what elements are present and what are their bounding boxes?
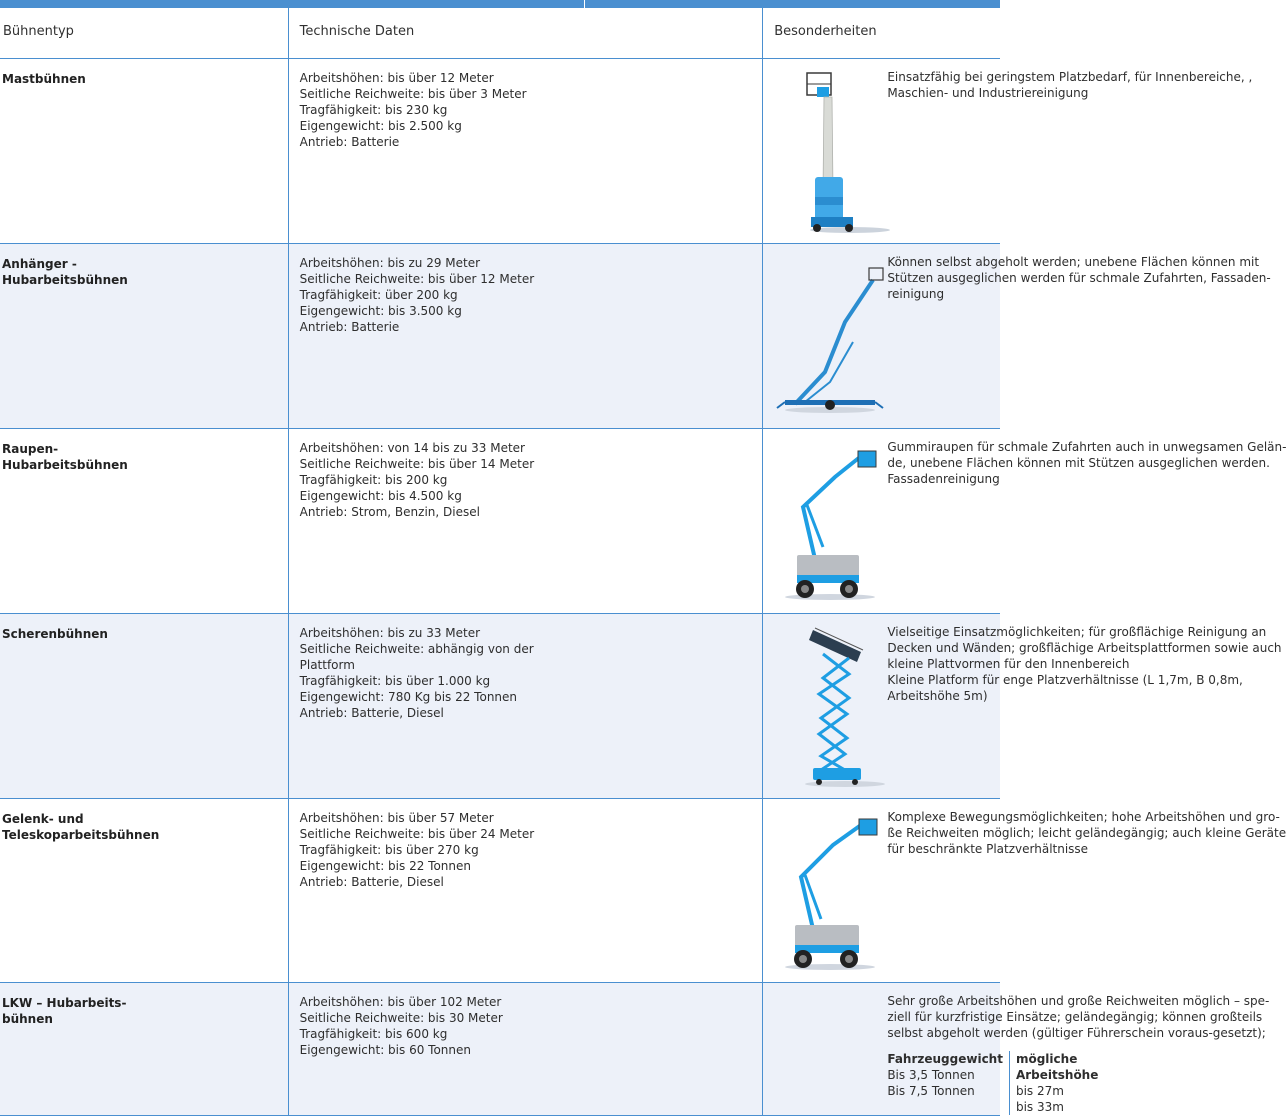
trailer-lift-image [775,252,885,422]
truck-subtable [887,1051,1099,1115]
tech-line: Eigengewicht: bis 4.500 kg [299,488,462,503]
feature-line: Gummiraupen für schmale Zufahrten auch in unwegsamen Gelän- [887,439,1286,454]
subtable-value: Bis 3,5 Tonnen [887,1067,975,1082]
table-row [0,58,1000,243]
image-cell [763,798,882,982]
tech-cell [288,58,763,243]
feature-line: selbst abgeholt werden (gültiger Führerschein voraus-gesetzt); [887,1025,1266,1040]
tech-line: Antrieb: Batterie, Diesel [299,705,444,720]
tech-line: Antrieb: Batterie [299,134,400,149]
type-line: Mastbühnen [2,71,86,86]
tech-line: Plattform [299,657,355,672]
type-line: Gelenk- und [2,811,84,826]
feature-line: Komplexe Bewegungsmöglichkeiten; hohe Arbeitshöhen und gro- [887,809,1280,824]
tech-line: Seitliche Reichweite: bis über 12 Meter [299,271,535,286]
tech-line: Antrieb: Batterie, Diesel [299,874,444,889]
feature-line: Arbeitshöhe 5m) [887,688,988,703]
table-row [0,798,1000,982]
tech-line: Tragfähigkeit: bis über 270 kg [299,842,479,857]
table-header-row [0,8,1000,58]
image-cell [763,243,882,428]
feature-line: reinigung [887,286,945,301]
type-cell [0,58,288,243]
tech-line: Tragfähigkeit: bis 200 kg [299,472,448,487]
feature-line: kleine Plattvormen für den Innenbereich [887,656,1130,671]
tech-line: Arbeitshöhen: bis über 12 Meter [299,70,494,85]
feature-line: Stützen ausgeglichen werden für schmale Zufahrten, Fassaden- [887,270,1271,285]
subtable-value: Bis 7,5 Tonnen [887,1083,975,1098]
header-buehnentyp: Bühnentyp [0,8,288,58]
feature-line: Fassadenreinigung [887,471,1000,486]
tech-line: Eigengewicht: bis 60 Tonnen [299,1042,471,1057]
table-row [0,243,1000,428]
type-line: Hubarbeitsbühnen [2,272,128,287]
tech-line: Arbeitshöhen: von 14 bis zu 33 Meter [299,440,525,455]
feature-line: Decken und Wänden; großflächige Arbeitsplattformen sowie auch [887,640,1282,655]
mast-lift-image [775,67,885,237]
features-cell [881,428,1286,613]
tech-line: Eigengewicht: bis 3.500 kg [299,303,462,318]
type-line: bühnen [2,1011,53,1026]
subtable-weight-column [887,1051,1009,1115]
tech-line: Seitliche Reichweite: bis über 24 Meter [299,826,535,841]
type-line: LKW – Hubarbeits- [2,995,127,1010]
type-line: Raupen- [2,441,59,456]
subtable-height-column [1009,1051,1104,1115]
features-cell [881,243,1271,428]
feature-line: Maschien- und Industriereinigung [887,85,1089,100]
features-cell [881,982,1270,1115]
header-technische-daten: Technische Daten [288,8,763,58]
subtable-header: mögliche Arbeitshöhe [1015,1051,1099,1082]
subtable-value: bis 33m [1015,1099,1064,1114]
feature-line: ziell für kurzfristige Einsätze; geländegängig; können großteils [887,1009,1263,1024]
image-cell [763,428,882,613]
tech-line: Eigengewicht: bis 2.500 kg [299,118,462,133]
tech-cell [288,798,763,982]
type-cell [0,613,288,798]
tech-line: Tragfähigkeit: über 200 kg [299,287,458,302]
tech-line: Antrieb: Batterie [299,319,400,334]
feature-line: Sehr große Arbeitshöhen und große Reichweiten möglich – spe- [887,993,1270,1008]
top-accent-bar [0,0,1000,8]
features-cell [881,613,1282,798]
tech-line: Seitliche Reichweite: abhängig von der [299,641,534,656]
tech-line: Tragfähigkeit: bis über 1.000 kg [299,673,491,688]
table-row [0,982,1000,1115]
articulated-lift-image [775,807,885,977]
tech-line: Tragfähigkeit: bis 230 kg [299,102,448,117]
features-cell [881,58,1253,243]
header-besonderheiten: Besonderheiten [763,8,1000,58]
type-cell [0,798,288,982]
type-cell [0,428,288,613]
tech-line: Eigengewicht: 780 Kg bis 22 Tonnen [299,689,518,704]
tech-cell [288,428,763,613]
feature-line: Einsatzfähig bei geringstem Platzbedarf, für Innenbereiche, , [887,69,1253,84]
feature-line: für beschränkte Platzverhältnisse [887,841,1089,856]
type-line: Teleskoparbeitsbühnen [2,827,160,842]
scissor-lift-image [775,622,885,792]
feature-line: ße Reichweiten möglich; leicht geländegängig; auch kleine Geräte [887,825,1286,840]
tech-line: Arbeitshöhen: bis zu 29 Meter [299,255,481,270]
features-cell [881,798,1286,982]
image-cell [763,58,882,243]
feature-line: Können selbst abgeholt werden; unebene Flächen können mit [887,254,1260,269]
table-row [0,613,1000,798]
feature-line: Vielseitige Einsatzmöglichkeiten; für großflächige Reinigung an [887,624,1267,639]
type-line: Hubarbeitsbühnen [2,457,128,472]
tech-line: Antrieb: Strom, Benzin, Diesel [299,504,480,519]
tech-cell [288,613,763,798]
type-line: Anhänger - [2,256,77,271]
feature-line: Kleine Platform für enge Platzverhältnisse (L 1,7m, B 0,8m, [887,672,1243,687]
tech-cell [288,982,763,1115]
tech-line: Arbeitshöhen: bis über 102 Meter [299,994,502,1009]
table-row [0,428,1000,613]
platform-comparison-table [0,8,1286,1116]
tech-line: Seitliche Reichweite: bis 30 Meter [299,1010,503,1025]
tech-cell [288,243,763,428]
type-cell [0,243,288,428]
crawler-lift-image [775,437,885,607]
type-line: Scherenbühnen [2,626,108,641]
tech-line: Seitliche Reichweite: bis über 3 Meter [299,86,527,101]
tech-line: Tragfähigkeit: bis 600 kg [299,1026,448,1041]
subtable-value: bis 27m [1015,1083,1064,1098]
image-cell [763,613,882,798]
subtable-header: Fahrzeuggewicht [887,1051,1003,1066]
tech-line: Eigengewicht: bis 22 Tonnen [299,858,471,873]
tech-line: Seitliche Reichweite: bis über 14 Meter [299,456,535,471]
feature-line: de, unebene Flächen können mit Stützen ausgeglichen werden. [887,455,1270,470]
image-cell [763,982,882,1115]
tech-line: Arbeitshöhen: bis zu 33 Meter [299,625,481,640]
type-cell [0,982,288,1115]
tech-line: Arbeitshöhen: bis über 57 Meter [299,810,494,825]
